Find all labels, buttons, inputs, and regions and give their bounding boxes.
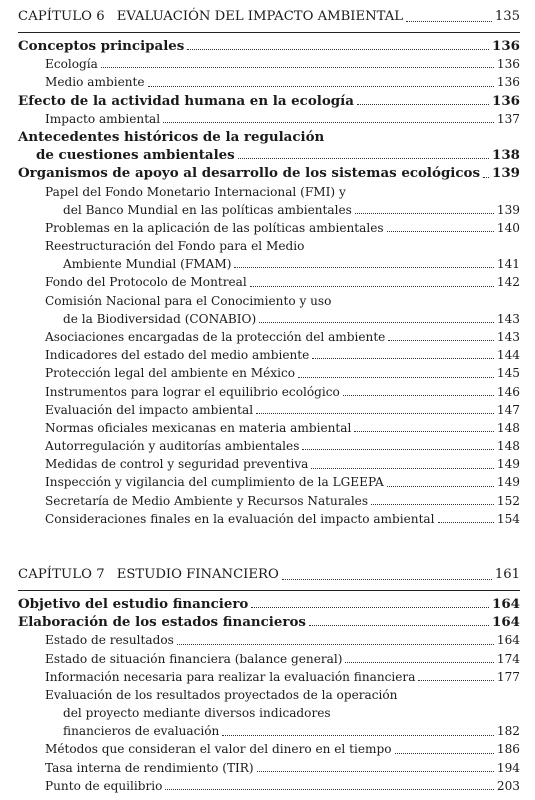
leader-dots xyxy=(395,753,494,754)
toc-page-number: 164 xyxy=(492,595,520,612)
chapter-6-title: EVALUACIÓN DEL IMPACTO AMBIENTAL xyxy=(116,9,404,24)
leader-dots xyxy=(148,86,494,87)
toc-page-number: 152 xyxy=(496,493,520,508)
toc-subsection-entry xyxy=(18,346,520,364)
toc-subsection-entry xyxy=(18,668,520,686)
toc-page-number: 143 xyxy=(496,329,520,344)
toc-entry-text: Secretaría de Medio Ambiente y Recursos Naturales xyxy=(45,493,369,508)
toc-page-number: 136 xyxy=(496,75,520,90)
toc-subsection-entry xyxy=(18,292,520,328)
toc-entry-text: Punto de equilibrio xyxy=(45,778,163,793)
toc-page-number: 154 xyxy=(496,511,520,526)
chapter-6-page: 135 xyxy=(494,9,520,24)
toc-entry-text: de la Biodiversidad (CONABIO) xyxy=(63,311,257,326)
chapter-7-label: CAPÍTULO 7 xyxy=(18,567,105,582)
toc-entry-text: Ecología xyxy=(45,57,98,72)
toc-section-entry xyxy=(18,613,520,631)
toc-entry-text: de cuestiones ambientales xyxy=(36,147,235,164)
toc-subsection-entry xyxy=(18,401,520,419)
toc-subsection-entry xyxy=(18,741,520,759)
toc-section-entry xyxy=(18,128,520,164)
toc-page-number: 164 xyxy=(492,614,520,631)
toc-page-number: 186 xyxy=(496,742,520,757)
leader-dots xyxy=(187,49,489,50)
toc-page-number: 194 xyxy=(496,760,520,775)
chapter-7-section xyxy=(18,564,520,795)
leader-dots xyxy=(387,231,494,232)
toc-page-number: 136 xyxy=(492,37,520,54)
toc-entry-text: Estado de resultados xyxy=(45,633,174,648)
toc-subsection-entry xyxy=(18,492,520,510)
toc-entry-text: Efecto de la actividad humana en la ecología xyxy=(18,92,354,109)
toc-entry-text: Métodos que consideran el valor del dinero en el tiempo xyxy=(45,742,392,757)
toc-page-number: 182 xyxy=(496,724,520,739)
toc-page-number: 145 xyxy=(496,366,520,381)
toc-entry-text: Información necesaria para realizar la evaluación financiera xyxy=(45,669,416,684)
toc-subsection-entry xyxy=(18,759,520,777)
leader-dots xyxy=(312,358,494,359)
leader-dots xyxy=(256,413,494,414)
toc-page-number: 136 xyxy=(492,92,520,109)
leader-dots xyxy=(311,468,494,469)
leader-dots xyxy=(163,122,494,123)
toc-entry-text: Consideraciones finales en la evaluación del impacto ambiental xyxy=(45,511,435,526)
toc-page-number: 137 xyxy=(496,111,520,126)
toc-subsection-entry xyxy=(18,510,520,528)
chapter-7-entries xyxy=(18,595,520,795)
toc-subsection-entry xyxy=(18,110,520,128)
leader-dots xyxy=(387,486,494,487)
toc-entry-text: Elaboración de los estados financieros xyxy=(18,614,306,631)
toc-page-number: 139 xyxy=(492,165,520,182)
toc-subsection-entry xyxy=(18,631,520,649)
leader-dots xyxy=(357,104,489,105)
leader-dots xyxy=(222,735,494,736)
toc-entry-text: Medidas de control y seguridad preventiva xyxy=(45,457,309,472)
toc-entry-text: Indicadores del estado del medio ambiente xyxy=(45,348,310,363)
toc-page-number: 148 xyxy=(496,439,520,454)
toc-page-number: 148 xyxy=(496,420,520,435)
toc-subsection-entry xyxy=(18,73,520,91)
toc-entry-text: Asociaciones encargadas de la protección del ambiente xyxy=(45,329,386,344)
chapter-7-page: 161 xyxy=(494,567,520,582)
toc-page-number: 141 xyxy=(496,257,520,272)
chapter-6-entries xyxy=(18,37,520,528)
toc-subsection-entry xyxy=(18,650,520,668)
toc-entry-text: Fondo del Protocolo de Montreal xyxy=(45,275,247,290)
chapter-6-section xyxy=(18,6,520,528)
toc-entry-text: Comisión Nacional para el Conocimiento y uso xyxy=(45,293,332,308)
leader-dots xyxy=(282,579,492,580)
leader-dots xyxy=(406,21,492,22)
toc-page-number: 140 xyxy=(496,220,520,235)
leader-dots xyxy=(355,213,494,214)
toc-entry-text: financieros de evaluación xyxy=(63,724,220,739)
toc-entry-text: Organismos de apoyo al desarrollo de los sistemas ecológicos xyxy=(18,165,481,182)
toc-entry-text: Medio ambiente xyxy=(45,75,145,90)
toc-entry-text: Reestructuración del Fondo para el Medio xyxy=(45,239,305,254)
toc-section-entry xyxy=(18,37,520,55)
toc-section-entry xyxy=(18,595,520,613)
leader-dots xyxy=(251,607,489,608)
toc-page-number: 174 xyxy=(496,651,520,666)
leader-dots xyxy=(343,395,494,396)
leader-dots xyxy=(259,322,494,323)
leader-dots xyxy=(309,625,489,626)
toc-page-number: 138 xyxy=(492,147,520,164)
toc-subsection-entry xyxy=(18,777,520,795)
toc-subsection-entry xyxy=(18,183,520,219)
toc-section-entry xyxy=(18,92,520,110)
toc-entry-text: del proyecto mediante diversos indicadores xyxy=(63,706,331,721)
toc-page-number: 139 xyxy=(496,202,520,217)
toc-page-number: 164 xyxy=(496,633,520,648)
leader-dots xyxy=(101,67,494,68)
toc-entry-text: Tasa interna de rendimiento (TIR) xyxy=(45,760,254,775)
toc-page-number: 149 xyxy=(496,457,520,472)
leader-dots xyxy=(388,340,494,341)
toc-subsection-entry xyxy=(18,383,520,401)
leader-dots xyxy=(298,377,494,378)
chapter-6-heading xyxy=(18,6,520,28)
leader-dots xyxy=(418,680,494,681)
toc-subsection-entry xyxy=(18,364,520,382)
toc-page-number: 149 xyxy=(496,475,520,490)
toc-entry-text: del Banco Mundial en las políticas ambientales xyxy=(63,202,352,217)
toc-subsection-entry xyxy=(18,437,520,455)
toc-subsection-entry xyxy=(18,419,520,437)
leader-dots xyxy=(177,644,494,645)
toc-entry-text: Estado de situación financiera (balance general) xyxy=(45,651,343,666)
toc-entry-text: Antecedentes históricos de la regulación xyxy=(18,128,325,145)
toc-subsection-entry xyxy=(18,237,520,273)
leader-dots xyxy=(257,771,494,772)
chapter-7-title: ESTUDIO FINANCIERO xyxy=(116,567,279,582)
toc-subsection-entry xyxy=(18,455,520,473)
chapter-6-label: CAPÍTULO 6 xyxy=(18,9,105,24)
chapter-6-rule xyxy=(18,32,520,33)
toc-entry-text: Instrumentos para lograr el equilibrio ecológico xyxy=(45,384,340,399)
toc-entry-text: Objetivo del estudio financiero xyxy=(18,595,249,612)
toc-page-number: 203 xyxy=(496,778,520,793)
toc-entry-text: Conceptos principales xyxy=(18,37,185,54)
toc-page-number: 144 xyxy=(496,348,520,363)
toc-page-number: 147 xyxy=(496,402,520,417)
leader-dots xyxy=(345,662,493,663)
chapter-7-rule xyxy=(18,590,520,591)
toc-entry-text: Impacto ambiental xyxy=(45,111,161,126)
leader-dots xyxy=(238,158,489,159)
toc-entry-text: Autorregulación y auditorías ambientales xyxy=(45,439,300,454)
toc-subsection-entry xyxy=(18,219,520,237)
toc-entry-text: Protección legal del ambiente en México xyxy=(45,366,296,381)
toc-page-number: 177 xyxy=(496,669,520,684)
leader-dots xyxy=(234,267,493,268)
chapter-7-heading xyxy=(18,564,520,586)
toc-page-number: 146 xyxy=(496,384,520,399)
toc-entry-text: Problemas en la aplicación de las políticas ambientales xyxy=(45,220,384,235)
toc-entry-text: Ambiente Mundial (FMAM) xyxy=(63,257,232,272)
leader-dots xyxy=(250,286,494,287)
toc-subsection-entry xyxy=(18,55,520,73)
toc-entry-text: Normas oficiales mexicanas en materia ambiental xyxy=(45,420,352,435)
toc-entry-text: Evaluación de los resultados proyectados de la operación xyxy=(45,687,398,702)
leader-dots xyxy=(438,522,494,523)
toc-page-number: 142 xyxy=(496,275,520,290)
leader-dots xyxy=(371,504,494,505)
toc-subsection-entry xyxy=(18,328,520,346)
leader-dots xyxy=(483,177,489,178)
toc-section-entry xyxy=(18,164,520,182)
toc-entry-text: Inspección y vigilancia del cumplimiento de la LGEEPA xyxy=(45,475,384,490)
leader-dots xyxy=(302,449,493,450)
toc-subsection-entry xyxy=(18,686,520,741)
leader-dots xyxy=(165,789,494,790)
toc-subsection-entry xyxy=(18,273,520,291)
toc-subsection-entry xyxy=(18,474,520,492)
toc-entry-text: Evaluación del impacto ambiental xyxy=(45,402,254,417)
toc-entry-text: Papel del Fondo Monetario Internacional (FMI) y xyxy=(45,184,346,199)
toc-page-number: 136 xyxy=(496,57,520,72)
leader-dots xyxy=(354,431,494,432)
toc-page-number: 143 xyxy=(496,311,520,326)
